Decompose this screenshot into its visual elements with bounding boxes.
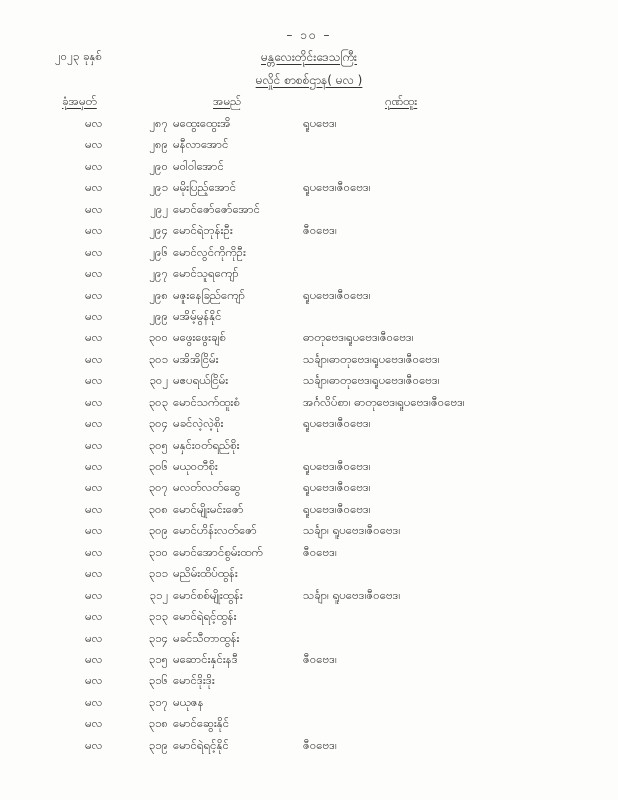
column-header-name: အမည် [213, 94, 242, 108]
exam-center-code: မလ [85, 158, 103, 173]
roll-number: ၃၀၈ [148, 501, 168, 516]
roll-number: ၂၉၀ [149, 158, 168, 173]
roll-number: ၃၁၉ [148, 737, 168, 752]
candidate-name: မောင်သူရကျော် [173, 266, 239, 281]
exam-center-code: မလ [85, 287, 103, 302]
roll-number: ၂၉၉ [149, 308, 168, 323]
result-row [0, 649, 618, 670]
roll-number: ၂၈၉ [149, 137, 168, 152]
roll-number: ၃၁၁ [148, 566, 168, 581]
distinction-subjects: သင်္ချာ၊ ရူပဗေဒ၊ဇီဝဗေဒ၊ [303, 523, 401, 538]
candidate-name: မောင်မျိုးမင်းဇော် [173, 501, 244, 516]
distinction-subjects: ရူပဗေဒ၊ဇီဝဗေဒ၊ [303, 459, 371, 473]
exam-center-code: မလ [85, 437, 103, 452]
exam-center-code: မလ [85, 180, 103, 195]
distinction-subjects: ရူပဗေဒ၊ဇီဝဗေဒ၊ [303, 416, 371, 431]
candidate-name: မခင်သီတာထွန်း [173, 630, 240, 645]
roll-number: ၃၁၆ [148, 673, 168, 688]
candidate-name: မနီလာအောင် [173, 137, 229, 152]
roll-number: ၃၀၇ [148, 480, 168, 495]
distinction-subjects: ရူပဗေဒ၊ဇီဝဗေဒ၊ [303, 287, 371, 302]
result-row [0, 199, 618, 220]
result-row [0, 435, 618, 456]
exam-center-code: မလ [85, 266, 103, 281]
roll-number: ၂၉၄ [149, 223, 168, 238]
result-row [0, 735, 618, 756]
exam-center-code: မလ [85, 737, 103, 752]
roll-number: ၃၀၉ [148, 523, 168, 538]
exam-center-code: မလ [85, 566, 103, 581]
candidate-name: မထွေးထွေးအိ [173, 116, 231, 130]
roll-number: ၂၉၂ [150, 201, 168, 216]
result-row [0, 692, 618, 713]
candidate-name: မလတ်လတ်ဆွေ [173, 480, 241, 495]
result-row [0, 456, 618, 477]
candidate-name: မနှင်းဝတ်ရည်စိုး [173, 437, 240, 452]
exam-center-code: မလ [85, 587, 103, 602]
result-row [0, 327, 618, 348]
exam-center-code: မလ [85, 116, 103, 130]
result-row [0, 220, 618, 241]
candidate-name: မဆောင်းနှင်းနဒီ [173, 651, 238, 666]
candidate-name: မောင်ဇော်ဇော်အောင် [173, 201, 261, 216]
roll-number: ၃၁၇ [148, 694, 168, 709]
exam-center-code: မလ [85, 630, 103, 645]
candidate-name: မောင်အောင်စွမ်းထက် [173, 544, 263, 559]
results-table-body [0, 113, 618, 756]
roll-number: ၃၀၁ [148, 351, 168, 366]
candidate-name: မမိုးပြည့်အောင် [173, 180, 237, 195]
roll-number: ၃၁၈ [148, 716, 168, 731]
candidate-name: မဖွေးဖွေးချစ် [173, 330, 226, 345]
roll-number: ၃၀၃ [148, 394, 168, 409]
exam-center-code: မလ [85, 330, 103, 345]
roll-number: ၂၈၇ [149, 116, 168, 130]
exam-center-code: မလ [85, 244, 103, 259]
result-row [0, 499, 618, 520]
exam-center-code: မလ [85, 373, 103, 388]
exam-center-code: မလ [85, 501, 103, 516]
roll-number: ၂၉၇ [149, 266, 168, 281]
result-row [0, 285, 618, 306]
roll-number: ၂၉၁ [149, 180, 168, 195]
candidate-name: မောင်လွင်ကိုကိုဦး [173, 244, 246, 259]
candidate-name: မောင်ရဲရင့်နိုင် [173, 737, 229, 752]
roll-number: ၃၀၅ [148, 437, 168, 452]
candidate-name: မောင်စစ်မျိုးထွန်း [173, 587, 243, 602]
roll-number: ၃၁၅ [148, 651, 168, 666]
exam-center-code: မလ [85, 480, 103, 495]
candidate-name: မညိမ်းထိပ်ထွန်း [173, 566, 238, 581]
roll-number: ၃၀၀ [148, 330, 168, 345]
distinction-subjects: ဇီဝဗေဒ၊ [303, 544, 337, 559]
distinction-subjects: ရူပဗေဒ၊ဇီဝဗေဒ၊ [303, 480, 371, 495]
exam-center-title: မလှိုင် စာစစ်ဌာန( မလ ) [255, 73, 363, 87]
distinction-subjects: ဇီဝဗေဒ၊ [303, 223, 337, 238]
distinction-subjects: သင်္ချာ၊ဓာတုဗေဒ၊ရူပဗေဒ၊ဇီဝဗေဒ၊ [303, 351, 440, 366]
distinction-subjects: သင်္ချာ၊ဓာတုဗေဒ၊ရူပဗေဒ၊ဇီဝဗေဒ၊ [303, 373, 440, 388]
distinction-subjects: သင်္ချာ၊ ရူပဗေဒ၊ဇီဝဗေဒ၊ [303, 587, 401, 602]
exam-center-code: မလ [85, 137, 103, 152]
exam-center-code: မလ [85, 223, 103, 238]
result-row [0, 370, 618, 391]
page-number: – ၁၀ – [286, 28, 332, 42]
candidate-name: မယုဇန [173, 694, 204, 709]
roll-number: ၃၀၄ [148, 416, 168, 431]
roll-number: ၃၁၀ [148, 544, 168, 559]
candidate-name: မအိမ့်မွန်နိုင် [173, 308, 222, 323]
result-row [0, 713, 618, 734]
result-row [0, 349, 618, 370]
exam-center-code: မလ [85, 544, 103, 559]
result-row [0, 263, 618, 284]
result-row [0, 520, 618, 541]
region-title: မန္တလေးတိုင်းဒေသကြီး [261, 50, 357, 64]
candidate-name: မောင်ဟိန်းလတ်ဇော် [173, 523, 257, 538]
roll-number: ၃၀၆ [148, 459, 168, 473]
roll-number: ၃၀၂ [149, 373, 168, 388]
candidate-name: မယုဝတီစိုး [173, 459, 218, 473]
exam-center-code: မလ [85, 394, 103, 409]
candidate-name: မောင်ဆွေးနိုင် [173, 716, 230, 731]
exam-center-code: မလ [85, 459, 103, 473]
result-row [0, 413, 618, 434]
result-row [0, 542, 618, 563]
candidate-name: မောင်သက်ထူးစံ [173, 394, 240, 409]
result-row [0, 306, 618, 327]
candidate-name: မခင်လဲ့လဲ့စိုး [173, 416, 224, 431]
distinction-subjects: အင်္ဂလိပ်စာ၊ ဓာတုဗေဒ၊ရူပဗေဒ၊ဇီဝဗေဒ၊ [303, 394, 465, 409]
result-row [0, 628, 618, 649]
result-row [0, 670, 618, 691]
result-row [0, 113, 618, 134]
result-row [0, 392, 618, 413]
result-row [0, 606, 618, 627]
exam-center-code: မလ [85, 351, 103, 366]
candidate-name: မောင်ရဲရင့်ထွန်း [173, 609, 237, 624]
exam-center-code: မလ [85, 673, 103, 688]
exam-center-code: မလ [85, 201, 103, 216]
distinction-subjects: ရူပဗေဒ၊ဇီဝဗေဒ၊ [303, 180, 371, 195]
candidate-name: မောင်ဒိုးဒိုး [173, 673, 215, 688]
result-row [0, 134, 618, 155]
result-row [0, 156, 618, 177]
candidate-name: မအိအိငြိမ်း [173, 351, 219, 366]
column-header-roll-number: ခုံအမှတ် [62, 94, 97, 108]
exam-center-code: မလ [85, 716, 103, 731]
exam-center-code: မလ [85, 523, 103, 538]
exam-center-code: မလ [85, 694, 103, 709]
result-row [0, 477, 618, 498]
exam-center-code: မလ [85, 416, 103, 431]
exam-center-code: မလ [85, 651, 103, 666]
exam-center-code: မလ [85, 609, 103, 624]
column-header-distinction: ဂုဏ်ထူး [385, 94, 418, 108]
distinction-subjects: ဇီဝဗေဒ၊ [303, 651, 337, 666]
result-row [0, 563, 618, 584]
distinction-subjects: ရူပဗေဒ၊ဇီဝဗေဒ၊ [303, 501, 371, 516]
candidate-name: မဧပရယ်ငြိမ်း [173, 373, 229, 388]
candidate-name: မဝါဝါအောင် [173, 158, 224, 173]
distinction-subjects: ဇီဝဗေဒ၊ [303, 737, 337, 752]
distinction-subjects: ဓာတုဗေဒ၊ရူပဗေဒ၊ဇီဝဗေဒ၊ [303, 330, 414, 345]
roll-number: ၂၉၈ [149, 287, 168, 302]
exam-year-label: ၂၀၂၃ ခုနှစ် [55, 49, 102, 63]
roll-number: ၃၁၃ [148, 609, 168, 624]
candidate-name: မောင်ရဲဘုန်းဦး [173, 223, 233, 238]
result-row [0, 242, 618, 263]
result-row [0, 177, 618, 198]
roll-number: ၃၁၂ [149, 587, 168, 602]
distinction-subjects: ရူပဗေဒ၊ [303, 116, 337, 130]
roll-number: ၂၉၆ [149, 244, 168, 259]
candidate-name: မဇူးနေခြည်ကျော် [173, 287, 246, 302]
exam-center-code: မလ [85, 308, 103, 323]
result-row [0, 585, 618, 606]
roll-number: ၃၁၄ [148, 630, 168, 645]
